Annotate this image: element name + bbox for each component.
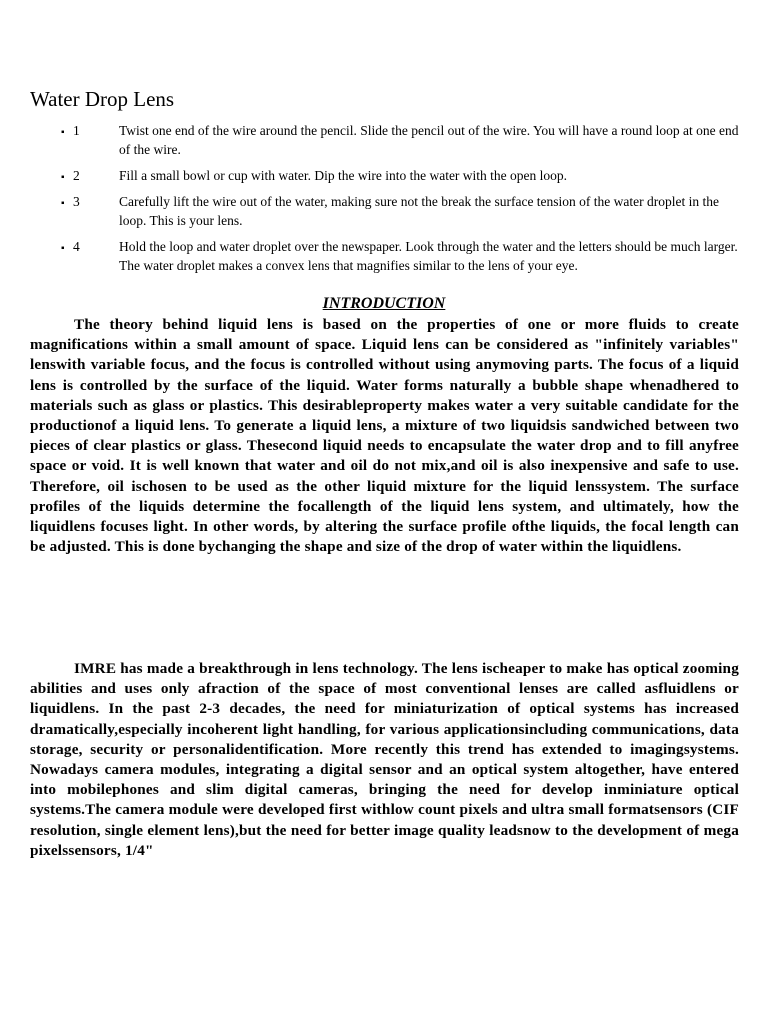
list-item <box>0 166 739 185</box>
document-title: Water Drop Lens <box>30 87 175 111</box>
steps-list <box>0 121 768 282</box>
list-item <box>0 121 739 159</box>
body-paragraph: IMRE has made a breakthrough in lens technology. The lens ischeaper to make has optical zooming abilities and uses only afraction of the space of most conventional lenses are called asfluidlens or liquidlens. In the past 2-3 decades, the need for miniaturization of optical systems has increased dramatically,especially incoherent light handling, for various applicationsincluding communications, data storage, security or personalidentification. More recently this trend has extended to imagingsystems. Nowadays camera modules, integrating a digital sensor and an optical system altogether, have entered into mobilephones and slim digital cameras, bringing the need for develop inminiature optical systems.The camera module were developed first withlow count pixels and ultra small formatsensors (CIF resolution, single element lens),but the need for better image quality leadsnow to the development of mega pixelssensors, 1/4" <box>30 660 739 859</box>
list-item <box>0 237 739 275</box>
step-text: Hold the loop and water droplet over the newspaper. Look through the water and the letters should be much larger. The water droplet makes a convex lens that magnifies similar to the lens of your eye. <box>119 239 738 273</box>
step-text: Fill a small bowl or cup with water. Dip the wire into the water with the open loop. <box>119 168 568 183</box>
step-text: Carefully lift the wire out of the water, making sure not the break the surface tension of the water droplet in the loop. This is your lens. <box>119 194 720 228</box>
step-number: ▪ 4 <box>61 237 101 258</box>
step-number: ▪ 1 <box>61 121 101 142</box>
list-item <box>0 192 739 230</box>
step-number: ▪ 3 <box>61 192 101 213</box>
step-text: Twist one end of the wire around the pencil. Slide the pencil out of the wire. You will have a round loop at one end of the wire. <box>119 123 739 157</box>
body-paragraph: The theory behind liquid lens is based on the properties of one or more fluids to create magnifications within a small amount of space. Liquid lens can be considered as "infinitely variables" lenswith variable focus, and the focus is controlled without using anymoving parts. The focus of a liquid lens is controlled by the surface of the liquid. Water forms naturally a bubble shape whenadhered to materials such as glass or plastics. This desirableproperty makes water a very suitable candidate for the productionof a liquid lens. To generate a liquid lens, a mixture of two liquidsis sandwiched between two pieces of clear plastics or glass. Thesecond liquid needs to encapsulate the water drop and to fill anyfree space or void. It is well known that water and oil do not mix,and oil is also inexpensive and safe to use. Therefore, oil ischosen to be used as the other liquid mixture for the liquid lenssystem. The surface profiles of the liquids determine the focallength of the liquid lens system, and ultimately, how the liquidlens focuses light. In other words, by altering the surface profile ofthe liquids, the focal length can be adjusted. This is done bychanging the shape and size of the drop of water within the liquidlens. <box>30 316 739 556</box>
step-number: ▪ 2 <box>61 166 101 187</box>
section-heading: INTRODUCTION <box>322 295 446 312</box>
